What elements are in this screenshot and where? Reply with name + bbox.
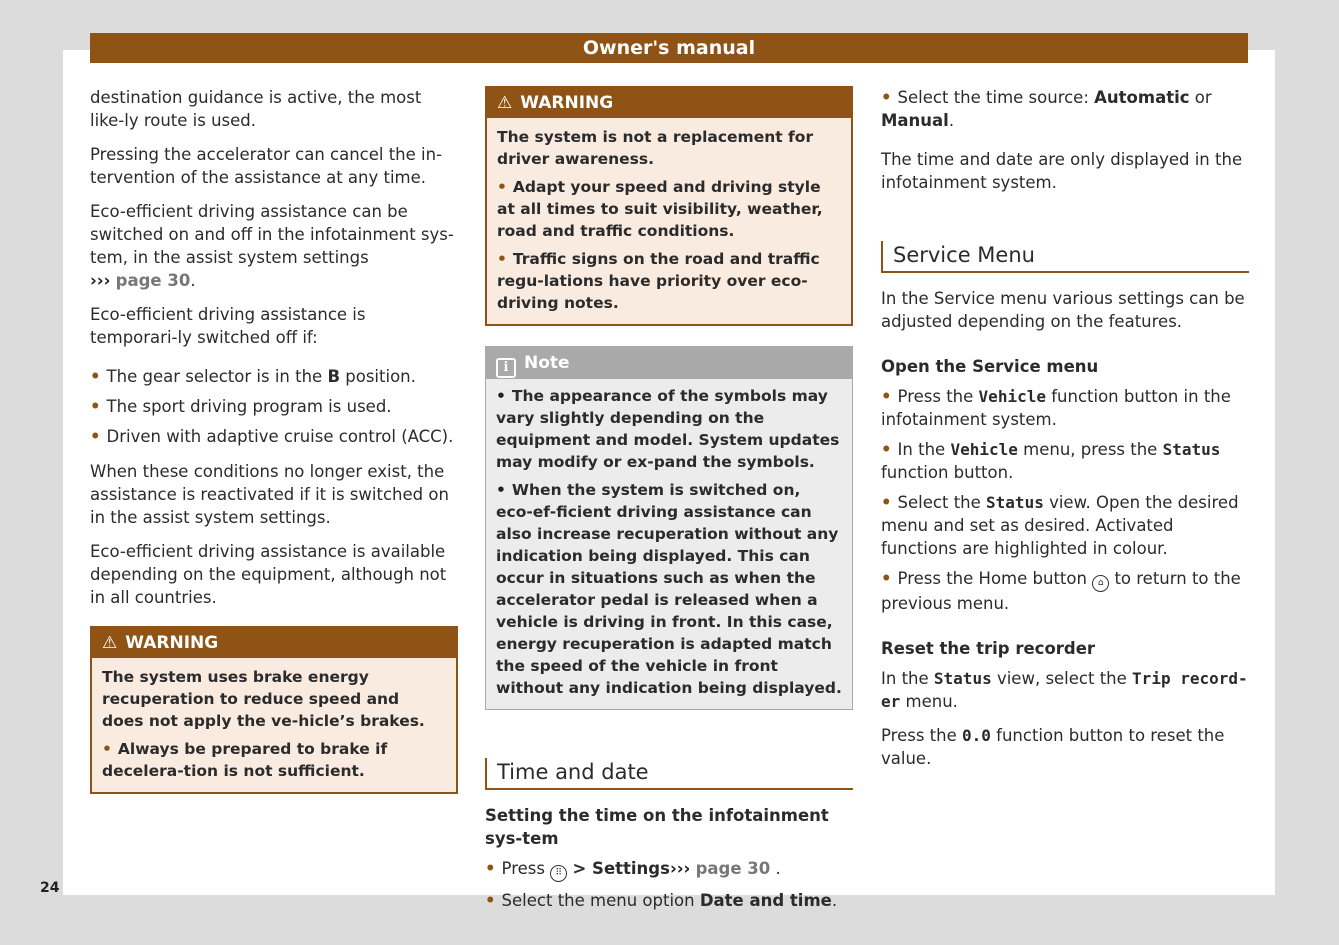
list-item: • The sport driving program is used.	[90, 397, 392, 416]
warning-triangle-icon: ⚠	[102, 633, 118, 653]
column-left	[90, 86, 458, 814]
section-title: Time and date	[485, 758, 853, 790]
paragraph: In the Status view, select the Trip record-er menu.	[881, 669, 1248, 711]
paragraph: Eco-efficient driving assistance is temporari-ly switched off if:	[90, 305, 366, 347]
paragraph: Eco-efficient driving assistance can be switched on and off in the infotainment sys-tem, in the assist system settings ››› page 30.	[90, 202, 454, 290]
warning-box	[90, 626, 458, 794]
condition-list	[90, 365, 458, 448]
paragraph: The time and date are only displayed in the infotainment system.	[881, 150, 1243, 192]
paragraph: When these conditions no longer exist, the assistance is reactivated if it is switched on in the assist system settings.	[90, 462, 449, 527]
subheading: Reset the trip recorder	[881, 639, 1096, 658]
home-icon: ⌂	[1092, 575, 1109, 592]
paragraph: destination guidance is active, the most like-ly route is used.	[90, 88, 422, 130]
paragraph: Eco-efficient driving assistance is available depending on the equipment, although not in all countries.	[90, 542, 447, 607]
column-middle	[485, 86, 853, 924]
apps-menu-icon: ⠿	[550, 865, 567, 882]
step-list	[485, 857, 853, 912]
note-box	[485, 346, 853, 710]
note-header: i Note	[486, 347, 852, 379]
subheading: Open the Service menu	[881, 357, 1099, 376]
warning-header: ⚠ WARNING	[92, 628, 456, 658]
warning-body: The system uses brake energy recuperation to reduce speed and does not apply the ve-hicle’s brakes. • Always be prepared to brake if decelera-tion is not sufficient.	[92, 658, 456, 792]
paragraph: In the Service menu various settings can be adjusted depending on the features.	[881, 289, 1245, 331]
paragraph: Pressing the accelerator can cancel the in-tervention of the assistance at any time.	[90, 145, 443, 187]
page-number: 24	[40, 880, 60, 896]
note-body: • The appearance of the symbols may vary slightly depending on the equipment and model. System updates may modify or ex-pand the symbols. • When the system is switched on, eco-ef-ficient driving assistance can also increase recuperation without any indication being displayed. This can occur in situations such as when the accelerator pedal is released when a vehicle is driving in front. In this case, energy recuperation is adapted match the speed of the vehicle in front without any indication being displayed.	[486, 379, 852, 709]
list-item: • Press the Vehicle function button in the infotainment system.	[881, 387, 1231, 429]
warning-body: The system is not a replacement for driver awareness. • Adapt your speed and driving style at all times to suit visibility, weather, road and traffic conditions. • Traffic signs on the road and traffic regu-lations have priority over eco-driving notes.	[487, 118, 851, 324]
paragraph: Press the 0.0 function button to reset the value.	[881, 726, 1225, 768]
warning-box	[485, 86, 853, 326]
cross-reference-arrows: ›››	[669, 859, 691, 878]
list-item: • Press ⠿ > Settings››› page 30 .	[485, 857, 853, 882]
section-title: Service Menu	[881, 241, 1249, 273]
page-link[interactable]: page 30	[115, 271, 191, 290]
warning-triangle-icon: ⚠	[497, 93, 513, 113]
cross-reference-arrows: ›››	[90, 271, 111, 290]
warning-header: ⚠ WARNING	[487, 88, 851, 118]
list-item: • In the Vehicle menu, press the Status function button.	[881, 440, 1221, 482]
list-item: • Press the Home button ⌂ to return to the previous menu.	[881, 569, 1241, 613]
column-right	[881, 86, 1249, 781]
time-source-list	[881, 86, 1249, 132]
page-header: Owner's manual	[90, 33, 1248, 63]
info-icon: i	[496, 358, 516, 378]
list-item: • Select the menu option Date and time.	[485, 891, 838, 910]
subheading: Setting the time on the infotainment sys-tem	[485, 806, 829, 848]
list-item: • Select the Status view. Open the desired menu and set as desired. Activated functions are highlighted in colour.	[881, 493, 1239, 558]
list-item: • Select the time source: Automatic or Manual.	[881, 88, 1212, 130]
page-link[interactable]: page 30	[695, 859, 771, 878]
list-item: • Driven with adaptive cruise control (ACC).	[90, 427, 454, 446]
step-list	[881, 385, 1249, 615]
list-item: • The gear selector is in the B position.	[90, 367, 416, 386]
